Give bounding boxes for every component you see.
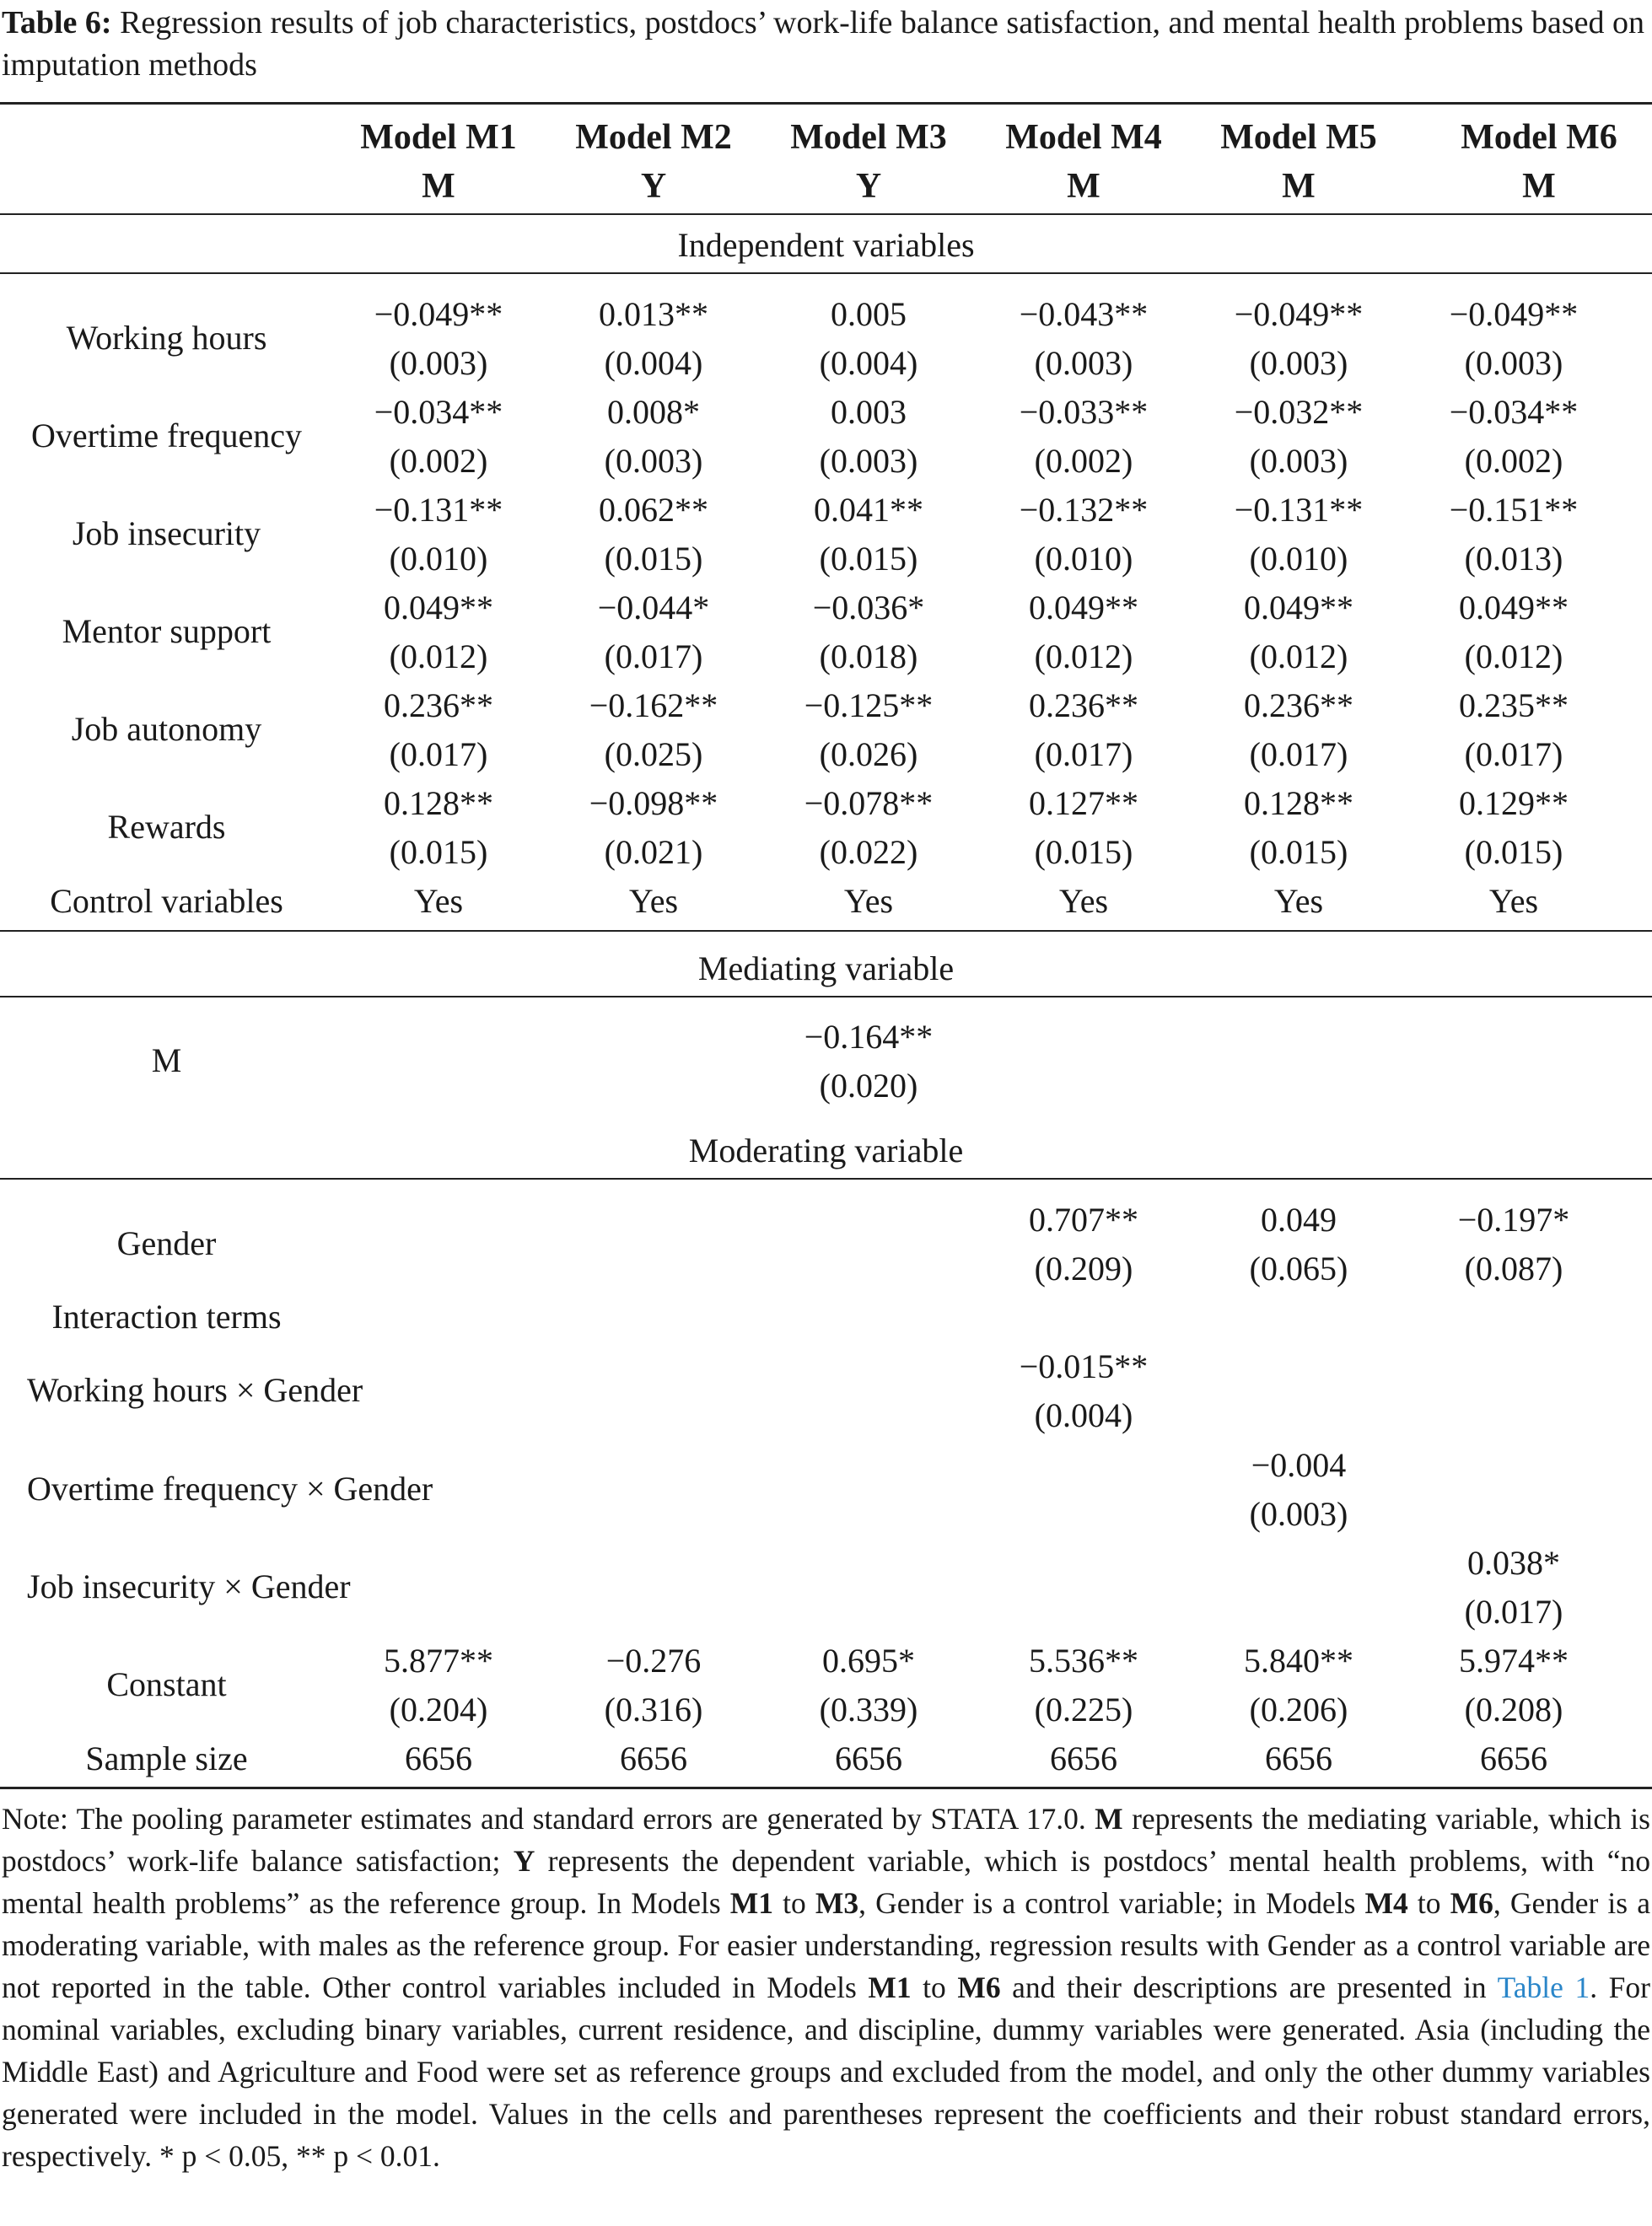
cell-rewards-m4: 0.127** (0.015) — [1029, 784, 1138, 871]
cell-overtime-m1: −0.034** (0.002) — [374, 393, 503, 480]
col-header-m5: Model M5 M — [1220, 118, 1377, 206]
cell-mentor-m3: −0.036* (0.018) — [812, 589, 925, 675]
section-rule — [0, 996, 1652, 997]
table-note: Note: The pooling parameter estimates and standard errors are generated by STATA 17.0. M represents the mediating variable, which is postdocs’ work-life balance satisfaction; Y represents the dependent variable, which is postdocs’ mental health problems, with “no mental health problems” as the reference group. In Models M1 to M3, Gender is a control variable; in Models M4 to M6, Gender is a moderating variable, with males as the reference group. For easier understanding, regression results with Gender as a control variable are not reported in the table. Other control variables included in Models M1 to M6 and their descriptions are presented in Table 1. For nominal variables, excluding binary variables, current residence, and discipline, dummy variables were generated. Asia (including the Middle East) and Agriculture and Food were set as reference groups and excluded from the model, and only the other dummy variables generated were included in the model. Values in the cells and parentheses represent the coefficients and their robust standard errors, respectively. * p < 0.05, ** p < 0.01. — [2, 1802, 1650, 2173]
row-label-interaction-terms: Interaction terms — [51, 1298, 282, 1336]
cell-controls-m3: Yes — [843, 882, 894, 920]
cell-wh-gender-m4: −0.015** (0.004) — [1019, 1347, 1149, 1434]
cell-overtime-m6: −0.034** (0.002) — [1449, 393, 1579, 480]
cell-autonomy-m4: 0.236** (0.017) — [1029, 686, 1138, 773]
cell-insecurity-m6: −0.151** (0.013) — [1449, 491, 1579, 578]
cell-ji-gender-m6: 0.038* (0.017) — [1464, 1544, 1563, 1631]
cell-sample-m6: 6656 — [1480, 1739, 1547, 1777]
row-label-overtime-frequency: Overtime frequency — [31, 417, 302, 454]
col-header-m6: Model M6 M — [1461, 118, 1617, 206]
table-caption — [2, 2, 1650, 86]
row-label-insecurity-x-gender: Job insecurity × Gender — [27, 1567, 351, 1605]
section-independent: Independent variables — [677, 226, 975, 264]
cell-mentor-m4: 0.049** (0.012) — [1029, 589, 1138, 675]
row-label-rewards: Rewards — [107, 808, 226, 846]
cell-mentor-m2: −0.044* (0.017) — [597, 589, 710, 675]
row-label-working-hours: Working hours — [66, 319, 267, 357]
cell-sample-m4: 6656 — [1050, 1739, 1117, 1777]
cell-insecurity-m2: 0.062** (0.015) — [599, 491, 708, 578]
cell-controls-m1: Yes — [413, 882, 464, 920]
cell-insecurity-m1: −0.131** (0.010) — [374, 491, 503, 578]
cell-sample-m5: 6656 — [1265, 1739, 1332, 1777]
table-1-link[interactable]: Table 1 — [1497, 1971, 1590, 2004]
cell-constant-m2: −0.276 (0.316) — [604, 1642, 703, 1729]
col-header-m2: Model M2 Y — [575, 118, 732, 206]
cell-autonomy-m1: 0.236** (0.017) — [384, 686, 493, 773]
cell-autonomy-m5: 0.236** (0.017) — [1244, 686, 1353, 773]
cell-mentor-m6: 0.049** (0.012) — [1459, 589, 1569, 675]
caption-text: Regression results of job characteristics, postdocs’ work-life balance satisfaction, and mental health problems based on imputation methods — [2, 5, 1645, 83]
row-label-mentor-support: Mentor support — [62, 612, 272, 650]
cell-rewards-m3: −0.078** (0.022) — [804, 784, 934, 871]
row-label-working-hours-x-gender: Working hours × Gender — [27, 1371, 363, 1409]
cell-overtime-m5: −0.032** (0.003) — [1234, 393, 1364, 480]
cell-sample-m1: 6656 — [405, 1739, 472, 1777]
col-header-m3: Model M3 Y — [790, 118, 947, 206]
cell-insecurity-m4: −0.132** (0.010) — [1019, 491, 1149, 578]
cell-controls-m4: Yes — [1058, 882, 1109, 920]
cell-sample-m3: 6656 — [835, 1739, 902, 1777]
cell-working-hours-m2: 0.013** (0.004) — [599, 295, 708, 382]
cell-overtime-m2: 0.008* (0.003) — [604, 393, 703, 480]
row-label-job-insecurity: Job insecurity — [72, 514, 261, 552]
row-label-job-autonomy: Job autonomy — [71, 710, 262, 748]
row-label-control-variables: Control variables — [50, 882, 283, 920]
cell-gender-m5: 0.049 (0.065) — [1249, 1201, 1348, 1288]
cell-constant-m4: 5.536** (0.225) — [1029, 1642, 1138, 1729]
caption-label: Table 6: — [2, 5, 112, 40]
cell-mentor-m1: 0.049** (0.012) — [384, 589, 493, 675]
section-moderating: Moderating variable — [688, 1132, 964, 1169]
cell-rewards-m1: 0.128** (0.015) — [384, 784, 493, 871]
row-label-overtime-x-gender: Overtime frequency × Gender — [27, 1470, 433, 1508]
cell-working-hours-m3: 0.005 (0.004) — [819, 295, 918, 382]
cell-ot-gender-m5: −0.004 (0.003) — [1249, 1446, 1348, 1533]
cell-constant-m5: 5.840** (0.206) — [1244, 1642, 1353, 1729]
cell-insecurity-m3: 0.041** (0.015) — [814, 491, 923, 578]
cell-controls-m6: Yes — [1488, 882, 1539, 920]
cell-rewards-m6: 0.129** (0.015) — [1459, 784, 1569, 871]
cell-autonomy-m3: −0.125** (0.026) — [804, 686, 934, 773]
cell-constant-m1: 5.877** (0.204) — [384, 1642, 493, 1729]
cell-rewards-m2: −0.098** (0.021) — [589, 784, 718, 871]
significance-legend: * p < 0.05, ** p < 0.01. — [159, 2139, 440, 2173]
cell-mentor-m5: 0.049** (0.012) — [1244, 589, 1353, 675]
cell-constant-m6: 5.974** (0.208) — [1459, 1642, 1569, 1729]
row-label-sample-size: Sample size — [85, 1739, 248, 1777]
cell-gender-m4: 0.707** (0.209) — [1029, 1201, 1138, 1288]
cell-controls-m2: Yes — [628, 882, 679, 920]
cell-m-m3: −0.164** (0.020) — [804, 1018, 934, 1105]
cell-insecurity-m5: −0.131** (0.010) — [1234, 491, 1364, 578]
mid-rule — [0, 930, 1652, 932]
cell-overtime-m3: 0.003 (0.003) — [819, 393, 918, 480]
header-rule — [0, 213, 1652, 215]
cell-working-hours-m5: −0.049** (0.003) — [1234, 295, 1364, 382]
cell-working-hours-m1: −0.049** (0.003) — [374, 295, 503, 382]
cell-gender-m6: −0.197* (0.087) — [1457, 1201, 1570, 1288]
cell-autonomy-m6: 0.235** (0.017) — [1459, 686, 1569, 773]
bottom-rule — [0, 1787, 1652, 1789]
row-label-gender: Gender — [116, 1224, 217, 1262]
cell-autonomy-m2: −0.162** (0.025) — [589, 686, 718, 773]
cell-constant-m3: 0.695* (0.339) — [819, 1642, 918, 1729]
section-rule — [0, 272, 1652, 274]
cell-working-hours-m4: −0.043** (0.003) — [1019, 295, 1149, 382]
cell-sample-m2: 6656 — [620, 1739, 687, 1777]
cell-working-hours-m6: −0.049** (0.003) — [1449, 295, 1579, 382]
row-label-m: M — [151, 1041, 182, 1079]
cell-controls-m5: Yes — [1273, 882, 1324, 920]
col-header-m4: Model M4 M — [1005, 118, 1162, 206]
top-rule — [0, 102, 1652, 105]
cell-rewards-m5: 0.128** (0.015) — [1244, 784, 1353, 871]
row-label-constant: Constant — [106, 1665, 227, 1703]
section-mediating: Mediating variable — [697, 949, 955, 987]
cell-overtime-m4: −0.033** (0.002) — [1019, 393, 1149, 480]
section-rule — [0, 1178, 1652, 1180]
col-header-m1: Model M1 M — [360, 118, 517, 206]
